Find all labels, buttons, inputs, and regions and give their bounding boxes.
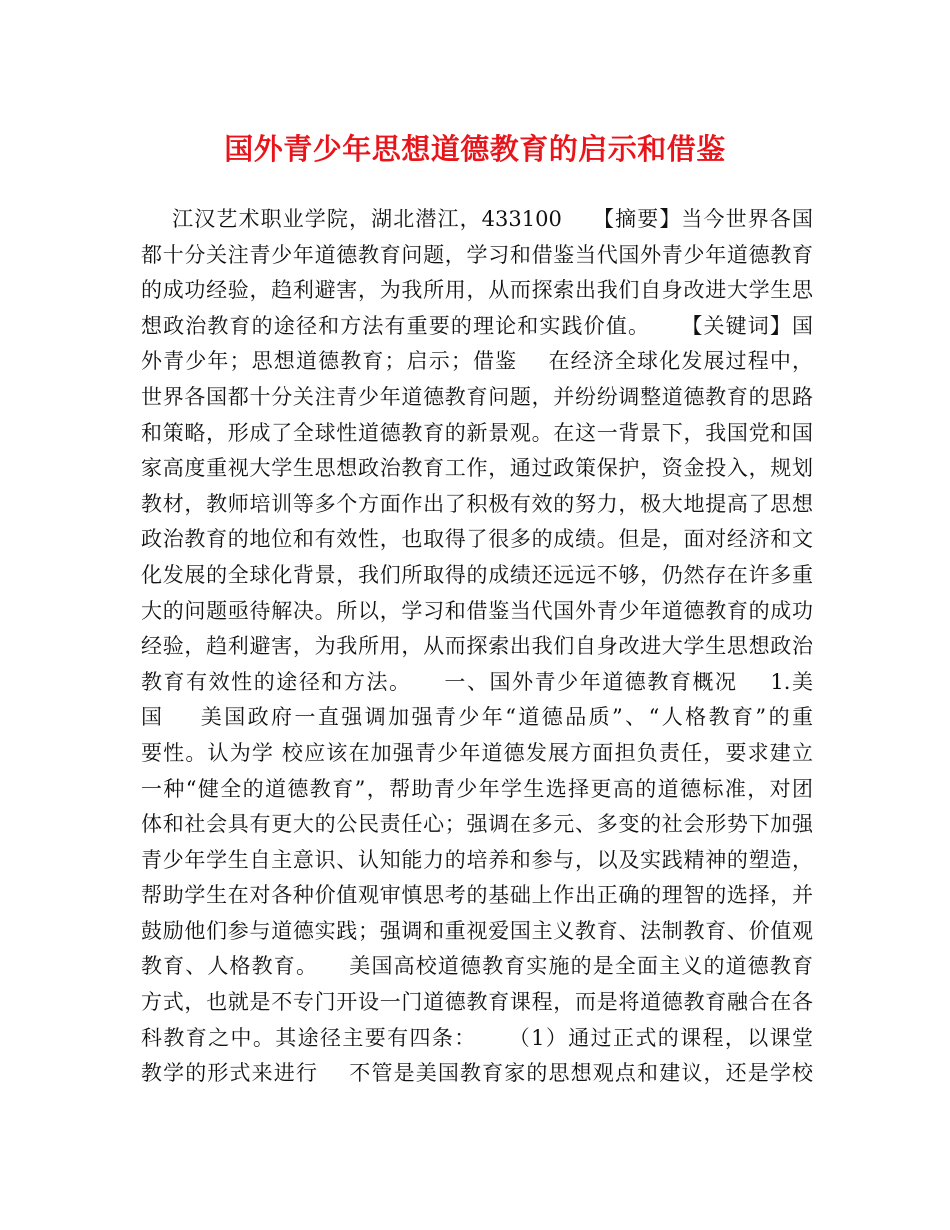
text-line: 化发展的全球化背景，我们所取得的成绩还远远不够，仍然存在许多重 <box>141 562 813 587</box>
text-line: 外青少年；思想道德教育；启示；借鉴 在经济全球化发展过程中， <box>141 349 813 374</box>
text-line: 的成功经验，趋利避害，为我所用，从而探索出我们自身改进大学生思 <box>141 278 813 303</box>
body-text <box>141 202 813 1092</box>
page-title: 国外青少年思想道德教育的启示和借鉴 <box>224 132 726 166</box>
text-line: 家高度重视大学生思想政治教育工作，通过政策保护，资金投入，规划 <box>141 456 813 481</box>
text-line: 青少年学生自主意识、认知能力的培养和参与，以及实践精神的塑造， <box>141 847 813 872</box>
text-line: 都十分关注青少年道德教育问题，学习和借鉴当代国外青少年道德教育 <box>141 242 813 267</box>
text-line: 教学的形式来进行 不管是美国教育家的思想观点和建议，还是学校 <box>141 1061 813 1086</box>
text-line: 大的问题亟待解决。所以，学习和借鉴当代国外青少年道德教育的成功 <box>141 598 813 623</box>
text-line: 教育有效性的途径和方法。 一、国外青少年道德教育概况 1.美 <box>141 669 813 694</box>
text-line: 政治教育的地位和有效性，也取得了很多的成绩。但是，面对经济和文 <box>141 527 813 552</box>
text-line: 体和社会具有更大的公民责任心；强调在多元、多变的社会形势下加强 <box>141 812 813 837</box>
text-line: 一种“健全的道德教育”，帮助青少年学生选择更高的道德标准，对团 <box>141 776 813 801</box>
text-line: 科教育之中。其途径主要有四条： （1）通过正式的课程，以课堂 <box>141 1025 813 1050</box>
text-line: 世界各国都十分关注青少年道德教育问题，并纷纷调整道德教育的思路 <box>141 384 813 409</box>
text-line: 想政治教育的途径和方法有重要的理论和实践价值。 【关键词】国 <box>141 313 813 338</box>
text-line: 教育、人格教育。 美国高校道德教育实施的是全面主义的道德教育 <box>141 954 813 979</box>
text-line: 帮助学生在对各种价值观审慎思考的基础上作出正确的理智的选择，并 <box>141 883 813 908</box>
text-line: 要性。认为学 校应该在加强青少年道德发展方面担负责任，要求建立 <box>141 740 813 765</box>
text-line: 国 美国政府一直强调加强青少年“道德品质”、“人格教育”的重 <box>141 705 813 730</box>
text-line: 经验，趋利避害，为我所用，从而探索出我们自身改进大学生思想政治 <box>141 634 813 659</box>
text-line: 江汉艺术职业学院，湖北潜江，433100 【摘要】当今世界各国 <box>141 207 813 231</box>
text-line: 鼓励他们参与道德实践；强调和重视爱国主义教育、法制教育、价值观 <box>141 918 813 943</box>
text-line: 教材，教师培训等多个方面作出了积极有效的努力，极大地提高了思想 <box>141 491 813 516</box>
text-line: 方式，也就是不专门开设一门道德教育课程，而是将道德教育融合在各 <box>141 990 813 1015</box>
text-line: 和策略，形成了全球性道德教育的新景观。在这一背景下，我国党和国 <box>141 420 813 445</box>
